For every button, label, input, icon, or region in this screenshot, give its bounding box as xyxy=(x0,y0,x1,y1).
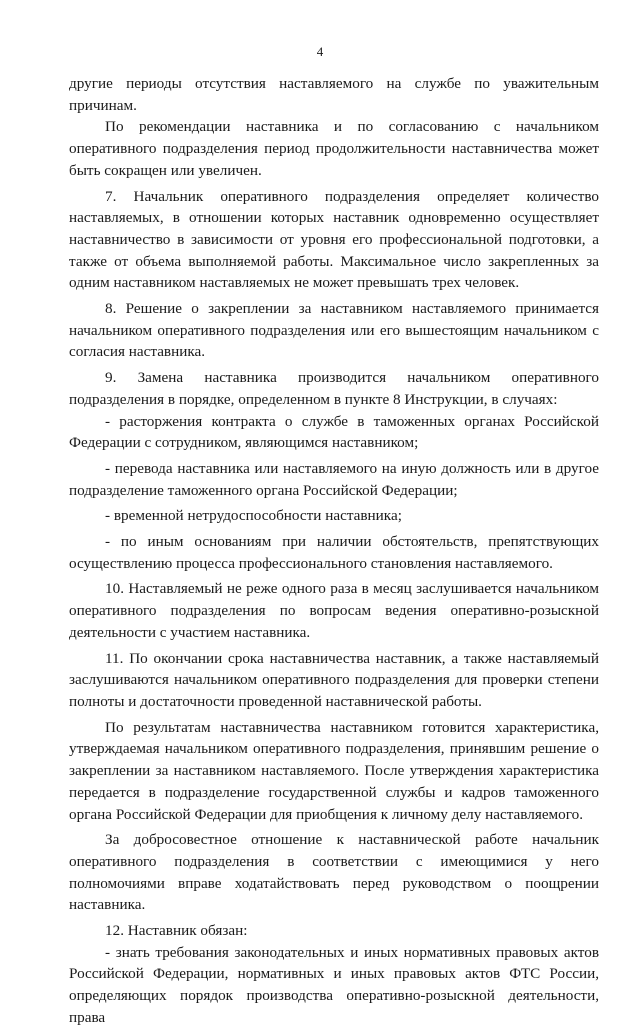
list-item: - расторжения контракта о службе в таможенных органах Российской Федерации с сотрудником, являющимся наставником; xyxy=(69,412,599,452)
document-body xyxy=(69,73,599,1029)
paragraph: 8. Решение о закреплении за наставником наставляемого принимается начальником оперативного подразделения или его вышестоящим начальником с согласия наставника. xyxy=(69,300,599,361)
paragraph: другие периоды отсутствия наставляемого на службе по уважительным причинам. xyxy=(69,75,599,114)
list-item: - временной нетрудоспособности наставника; xyxy=(105,507,402,525)
paragraph: 11. По окончании срока наставничества наставник, а также наставляемый заслушиваются начальником оперативного подразделения для проверки степени полноты и достаточности проведенной наставнической работы. xyxy=(69,649,599,710)
paragraph: 7. Начальник оперативного подразделения определяет количество наставляемых, в отношении которых наставник одновременно осуществляет наставничество в зависимости от уровня его профессиональной подготовки, а также от объема выполняемой работы. Максимальное число закрепленных за одним наставником наставляемых не может превышать трех человек. xyxy=(69,187,599,292)
list-item: - по иным основаниям при наличии обстоятельств, препятствующих осуществлению процесса профессионального становления наставляемого. xyxy=(69,533,599,572)
paragraph: 9. Замена наставника производится начальником оперативного подразделения в порядке, определенном в пункте 8 Инструкции, в случаях: xyxy=(69,369,599,408)
paragraph: 10. Наставляемый не реже одного раза в месяц заслушивается начальником оперативного подразделения по вопросам ведения оперативно-розыскной деятельности с участием наставника. xyxy=(69,580,599,641)
list-item: - знать требования законодательных и иных нормативных правовых актов Российской Федерации, нормативных и иных правовых актов ФТС России, определяющих порядок производства оперативно-розыскной деятельности, права xyxy=(69,943,599,1026)
paragraph: За добросовестное отношение к наставнической работе начальник оперативного подразделения в соответствии с имеющимися у него полномочиями вправе ходатайствовать перед руководством о поощрении наставника. xyxy=(69,831,599,914)
paragraph: 12. Наставник обязан: xyxy=(105,922,248,940)
paragraph: По результатам наставничества наставником готовится характеристика, утверждаемая начальником оперативного подразделения, принявшим решение о закреплении за наставником наставляемого. После утверждения характеристика передается в подразделение государственной службы и кадров таможенного органа Российской Федерации для приобщения к личному делу наставляемого. xyxy=(69,718,599,823)
paragraph: По рекомендации наставника и по согласованию с начальником оперативного подразделения период продолжительности наставничества может быть сокращен или увеличен. xyxy=(69,118,599,179)
list-item: - перевода наставника или наставляемого на иную должность или в другое подразделение таможенного органа Российской Федерации; xyxy=(69,459,599,499)
page-number: 4 xyxy=(316,44,324,59)
